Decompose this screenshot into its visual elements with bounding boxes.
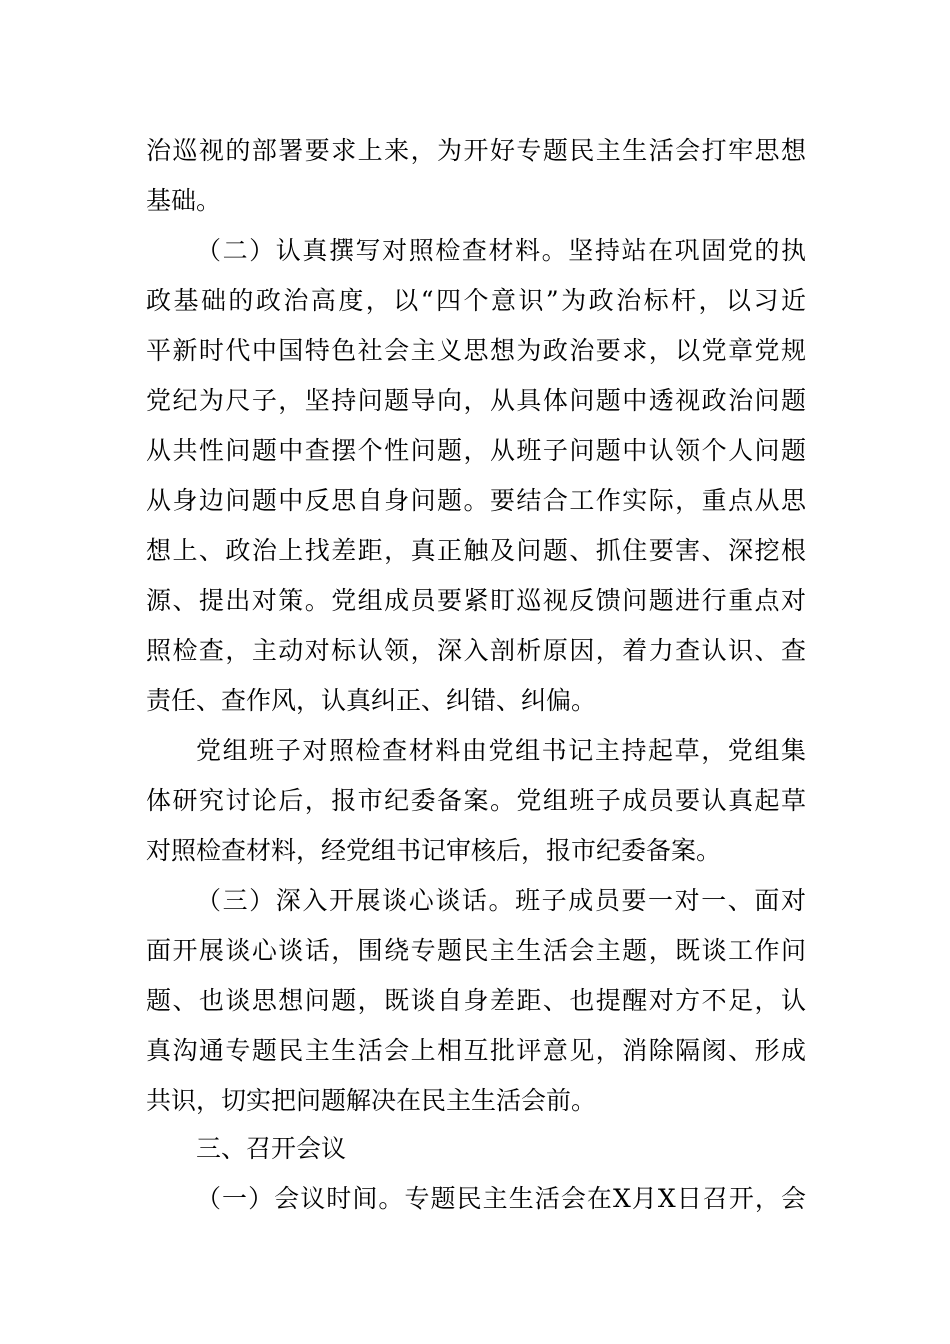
text-line: 党纪为尺子，坚持问题导向，从具体问题中透视政治问题 bbox=[146, 386, 806, 415]
text-line: 对照检查材料，经党组书记审核后，报市纪委备案。 bbox=[146, 836, 722, 865]
text-line: 体研究讨论后，报市纪委备案。党组班子成员要认真起草 bbox=[146, 786, 806, 815]
text-line: 共识，切实把问题解决在民主生活会前。 bbox=[146, 1086, 597, 1115]
subheading-line: （三）深入开展谈心谈话。班子成员要一对一、面对 bbox=[196, 886, 806, 915]
text-line: 基础。 bbox=[146, 186, 222, 215]
text-line: 党组班子对照检查材料由党组书记主持起草，党组集 bbox=[196, 736, 806, 765]
text-line: 照检查，主动对标认领，深入剖析原因，着力查认识、查 bbox=[146, 636, 806, 665]
subheading-line: （一）会议时间。专题民主生活会在X月X日召开，会 bbox=[196, 1184, 806, 1213]
text-line: 真沟通专题民主生活会上相互批评意见，消除隔阂、形成 bbox=[146, 1036, 806, 1065]
text-line: 面开展谈心谈话，围绕专题民主生活会主题，既谈工作问 bbox=[146, 936, 806, 965]
text-line: 题、也谈思想问题，既谈自身差距、也提醒对方不足，认 bbox=[146, 986, 806, 1015]
text-line: 平新时代中国特色社会主义思想为政治要求，以党章党规 bbox=[146, 336, 806, 365]
text-line: 治巡视的部署要求上来，为开好专题民主生活会打牢思想 bbox=[146, 136, 806, 165]
text-line: 责任、查作风，认真纠正、纠错、纠偏。 bbox=[146, 686, 597, 715]
text-line: 想上、政治上找差距，真正触及问题、抓住要害、深挖根 bbox=[146, 536, 806, 565]
subheading-line: （二）认真撰写对照检查材料。坚持站在巩固党的执 bbox=[196, 236, 806, 265]
text-line: 从共性问题中查摆个性问题，从班子问题中认领个人问题 bbox=[146, 436, 806, 465]
section-heading: 三、召开会议 bbox=[196, 1134, 347, 1163]
text-line: 从身边问题中反思自身问题。要结合工作实际，重点从思 bbox=[146, 486, 806, 515]
text-line: 政基础的政治高度，以“四个意识”为政治标杆，以习近 bbox=[146, 286, 806, 315]
text-line: 源、提出对策。党组成员要紧盯巡视反馈问题进行重点对 bbox=[146, 586, 806, 615]
